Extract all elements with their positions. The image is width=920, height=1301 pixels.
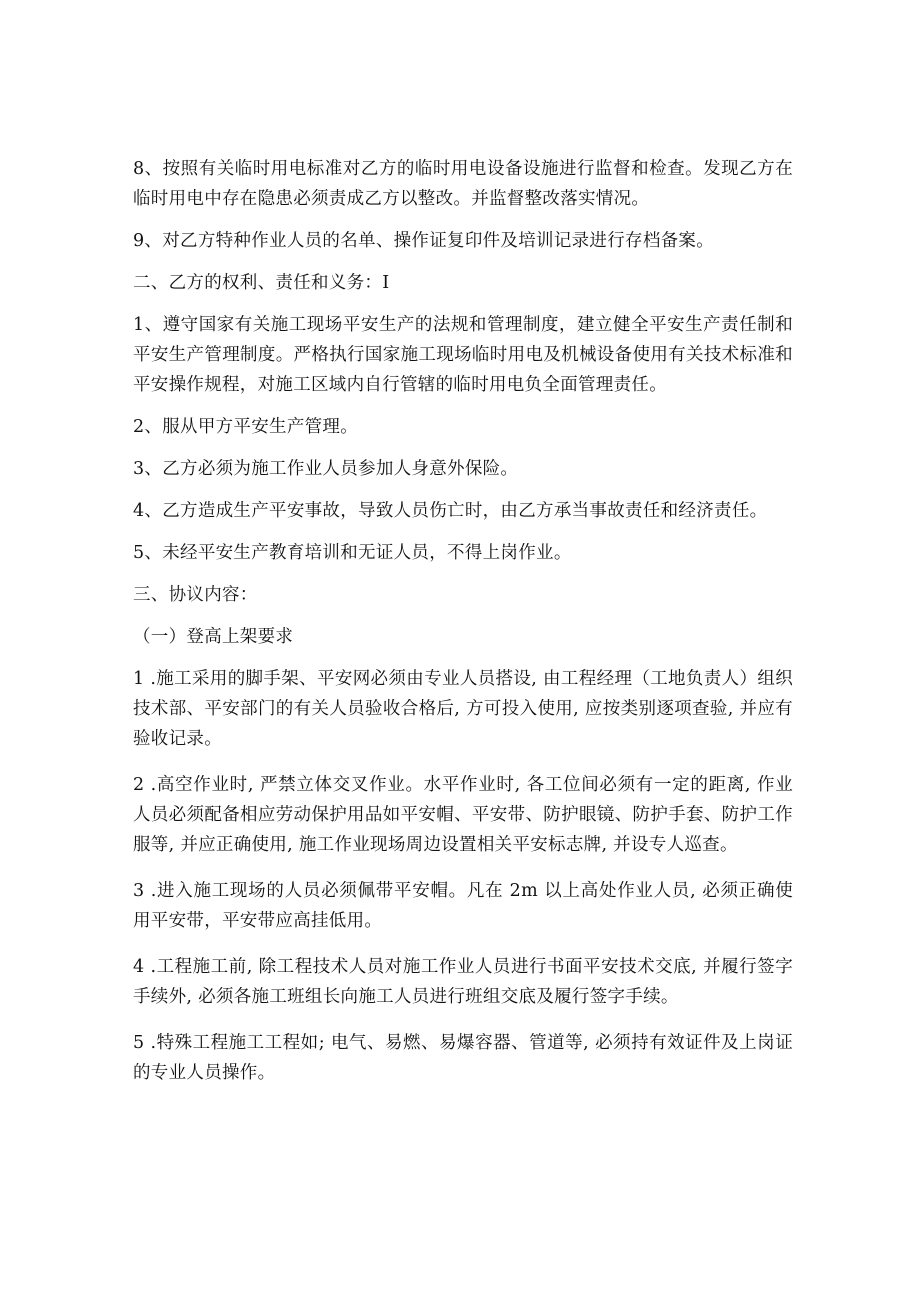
paragraph-b-item-4: 4、乙方造成生产平安事故，导致人员伤亡时，由乙方承当事故责任和经济责任。 (133, 501, 768, 521)
paragraph-b-item-3: 3、乙方必须为施工作业人员参加人身意外保险。 (133, 459, 519, 479)
section-heading-agreement: 三、协议内容： (133, 585, 258, 605)
paragraph-c-item-3: 3 .进入施工现场的人员必须佩带平安帽。凡在 2m 以上高处作业人员, 必须正确使用平安带，平安带应高挂低用。 (133, 881, 793, 931)
paragraph-c-item-4: 4 .工程施工前, 除工程技术人员对施工作业人员进行书面平安技术交底, 并履行签字手续外, 必须各施工班组长向施工人员进行班组交底及履行签字手续。 (133, 957, 793, 1007)
document-body (133, 154, 793, 1088)
paragraph-item-9: 9、对乙方特种作业人员的名单、操作证复印件及培训记录进行存档备案。 (133, 231, 715, 251)
paragraph-c-item-2: 2 .高空作业时, 严禁立体交叉作业。水平作业时, 各工位间必须有一定的距离, 作业人员必须配备相应劳动保护用品如平安帽、平安带、防护眼镜、防护手套、防护工作服等, 并应正确使用, 施工作业现场周边设置相关平安标志牌, 并设专人巡查。 (133, 775, 793, 855)
paragraph-b-item-1: 1、遵守国家有关施工现场平安生产的法规和管理制度，建立健全平安生产责任制和平安生产管理制度。严格执行国家施工现场临时用电及机械设备使用有关技术标准和平安操作规程，对施工区域内自行管辖的临时用电负全面管理责任。 (133, 315, 793, 395)
section-heading-party-b: 二、乙方的权利、责任和义务：I (133, 273, 390, 293)
paragraph-c-item-1: 1 .施工采用的脚手架、平安网必须由专业人员搭设, 由工程经理（工地负责人）组织技术部、平安部门的有关人员验收合格后, 方可投入使用, 应按类别逐项查验, 并应有验收记录。 (133, 669, 793, 749)
subsection-heading-climbing: （一）登高上架要求 (133, 627, 294, 647)
paragraph-c-item-5: 5 .特殊工程施工工程如; 电气、易燃、易爆容器、管道等, 必须持有效证件及上岗证的专业人员操作。 (133, 1033, 793, 1083)
paragraph-b-item-2: 2、服从甲方平安生产管理。 (133, 417, 359, 437)
paragraph-b-item-5: 5、未经平安生产教育培训和无证人员，不得上岗作业。 (133, 543, 572, 563)
paragraph-item-8: 8、按照有关临时用电标准对乙方的临时用电设备设施进行监督和检查。发现乙方在临时用电中存在隐患必须责成乙方以整改。并监督整改落实情况。 (133, 159, 793, 209)
